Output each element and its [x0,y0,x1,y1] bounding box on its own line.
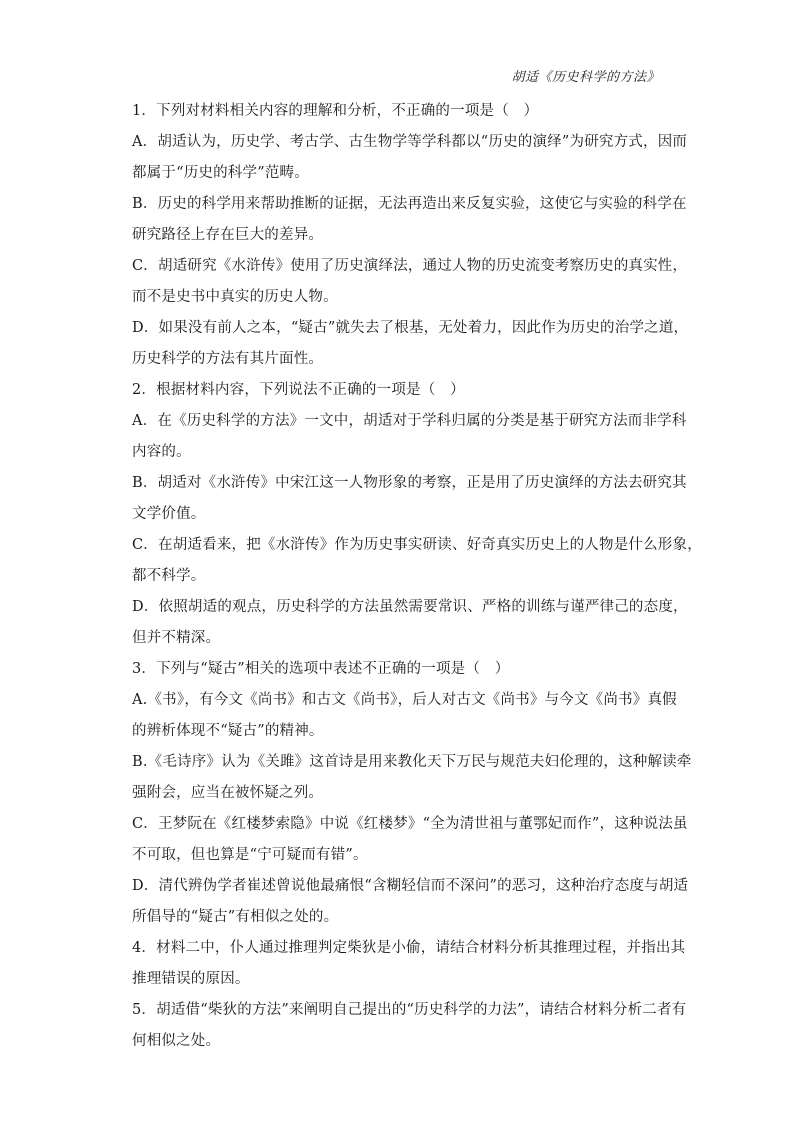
question-5-line-2: 何相似之处。 [132,1033,221,1049]
question-4-line-2: 推理错误的原因。 [132,971,250,987]
q1-option-b-line-1: B．历史的科学用来帮助推断的证据，无法再造出来反复实验，这使它与实验的科学在 [132,196,687,212]
q2-option-d-line-2: 但并不精深。 [132,630,221,646]
q3-option-b-line-2: 强附会，应当在被怀疑之列。 [132,785,324,801]
q1-option-b-line-2: 研究路径上存在巨大的差异。 [132,227,324,243]
q1-option-c-line-2: 而不是史书中真实的历史人物。 [132,289,338,305]
q2-option-b-line-1: B．胡适对《水浒传》中宋江这一人物形象的考察，正是用了历史演绎的方法去研究其 [132,475,687,491]
question-4-line-1: 4．材料二中，仆人通过推理判定柴狄是小偷，请结合材料分析其推理过程，并指出其 [132,940,686,956]
q3-option-a-line-1: A.《书》，有今文《尚书》和古文《尚书》，后人对古文《尚书》与今文《尚书》真假 [132,692,677,708]
q3-option-d-line-1: D．清代辨伪学者崔述曾说他最痛恨“含糊轻信而不深问”的恶习，这种治疗态度与胡适 [132,878,689,894]
question-5-line-1: 5．胡适借“柴狄的方法”来阐明自己提出的“历史科学的力法”，请结合材料分析二者有 [132,1002,687,1018]
q3-option-a-line-2: 的辨析体现不“疑古”的精神。 [132,723,324,739]
q2-option-c-line-1: C．在胡适看来，把《水浒传》作为历史事实研读、好奇真实历史上的人物是什么形象， [132,537,702,553]
question-list [132,96,702,1057]
q1-option-d-line-1: D．如果没有前人之本，“疑古”就失去了根基，无处着力，因此作为历史的治学之道， [132,320,689,336]
q1-option-c-line-1: C．胡适研究《水浒传》使用了历史演绎法，通过人物的历史流变考察历史的真实性， [132,258,688,274]
question-2-stem: 2．根据材料内容，下列说法不正确的一项是（ ） [132,382,465,398]
source-title: 胡适《历史科学的方法》 [511,70,660,85]
q3-option-b-line-1: B.《毛诗序》认为《关雎》这首诗是用来教化天下万民与规范夫妇伦理的，这种解读牵 [132,754,692,770]
q2-option-d-line-1: D．依照胡适的观点，历史科学的方法虽然需要常识、严格的训练与谨严律己的态度， [132,599,688,615]
q3-option-c-line-1: C．王梦阮在《红楼梦索隐》中说《红楼梦》“全为清世祖与董鄂妃而作”，这种说法虽 [132,816,688,832]
q2-option-a-line-2: 内容的。 [132,444,191,460]
q1-option-a-line-1: A．胡适认为，历史学、考古学、古生物学等学科都以“历史的演绎”为研究方式，因而 [132,134,688,150]
q1-option-d-line-2: 历史科学的方法有其片面性。 [132,351,324,367]
q2-option-a-line-1: A．在《历史科学的方法》一文中，胡适对于学科归属的分类是基于研究方法而非学科 [132,413,687,429]
q2-option-b-line-2: 文学价值。 [132,506,206,522]
q1-option-a-line-2: 都属于“历史的科学”范畴。 [132,165,309,181]
q2-option-c-line-2: 都不科学。 [132,568,206,584]
q3-option-d-line-2: 所倡导的“疑古”有相似之处的。 [132,909,339,925]
question-1-stem: 1．下列对材料相关内容的理解和分析，不正确的一项是（ ） [132,103,539,119]
question-3-stem: 3．下列与“疑古”相关的选项中表述不正确的一项是（ ） [132,661,510,677]
q3-option-c-line-2: 不可取，但也算是“宁可疑而有错”。 [132,847,368,863]
